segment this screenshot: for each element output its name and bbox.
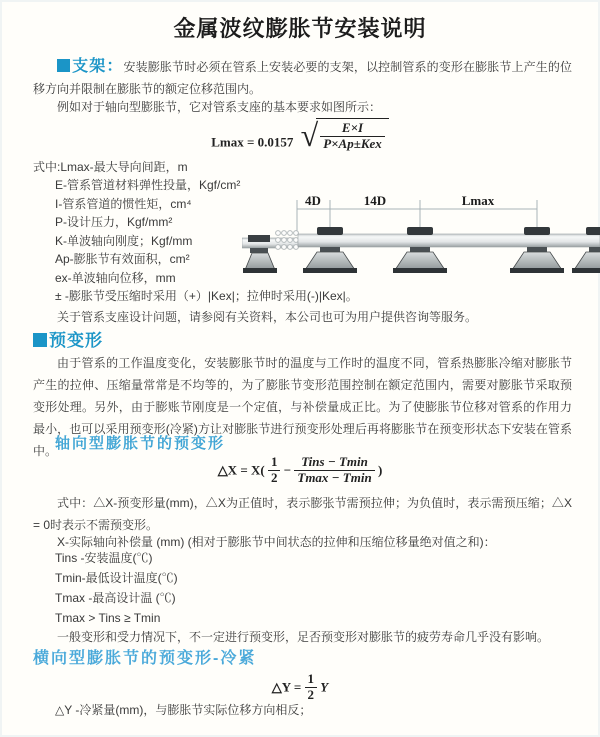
definition-item: P-设计压力，Kgf/mm²	[55, 215, 173, 229]
axial-formula-rparen: )	[377, 462, 383, 478]
axial-note: 一般变形和受力情况下，不一定进行预变形，足否预变形对膨胀节的疲劳寿命几乎没有影响。	[57, 630, 550, 644]
section-bullet-icon	[57, 59, 70, 72]
support-section-label	[57, 58, 124, 75]
definition-item: E-管系管道材料弹性投量，Kgf/cm²	[55, 178, 241, 192]
radical-sign-icon: √	[300, 116, 319, 153]
dimension-label-lmax: Lmax	[461, 193, 495, 208]
lateral-note: △Y -冷紧量(mm)，与膨胀节实际位移方向相反；	[55, 703, 312, 717]
axial-where-paragraph: 式中：△X-预变形量(mm)，△X为正值时，表示膨张节需预拉伸；为负值时，表示需预压缩；△X = 0时表示不需预变形。	[33, 496, 572, 532]
temp-item: Tmax > Tins ≥ Tmin	[55, 611, 161, 625]
dimension-label-14d: 14D	[363, 193, 387, 208]
support-paragraph	[33, 56, 572, 100]
axial-formula	[0, 455, 600, 486]
lateral-formula-lhs: △Y =	[271, 679, 302, 695]
section-bullet-icon	[33, 333, 47, 347]
definition-item: ex-单波轴向位移，mm	[55, 270, 176, 285]
definition-item: Ap-膨胀节有效面积，cm²	[55, 252, 190, 266]
lateral-frac-num: 1	[305, 672, 318, 688]
axial-frac1-num: 1	[268, 455, 281, 471]
dimension-label-4d: 4D	[305, 193, 321, 208]
axial-frac1-den: 2	[270, 469, 278, 485]
lateral-formula	[0, 672, 600, 703]
pipe-support-diagram	[242, 192, 600, 292]
lmax-formula-lhs: Lmax = 0.0157	[211, 134, 294, 150]
axial-formula-lhs: △X = X(	[217, 462, 265, 478]
formula-where-intro: 式中:Lmax-最大导向间距，m	[33, 160, 188, 174]
support-intro-text: 安装膨胀节时必须在管系上安装必要的支架，以控制管系的变形在膨胀节上产生的位移方向并限制在膨胀节的额定位移范围内。	[33, 60, 572, 96]
definition-item: K-单波轴向刚度；Kgf/mm	[55, 233, 193, 248]
temperature-definition-list	[55, 548, 178, 628]
lmax-formula-numerator: E×I	[320, 121, 385, 137]
axial-x-definition: X-实际轴向补偿量 (mm) (相对于膨胀节中间状态的拉伸和压缩位移量绝对值之和)：	[57, 535, 496, 549]
axial-frac2-num: Tins − Tmin	[294, 455, 374, 471]
lmax-formula	[0, 118, 600, 152]
temp-item: Tins -安装温度(℃)	[55, 551, 153, 565]
lmax-formula-denominator: P×Ap±Kex	[323, 135, 382, 151]
predeform-paragraph: 由于管系的工作温度变化，安装膨胀节时的温度与工作时的温度不同，管系热膨胀冷缩对膨胀节产生的拉伸、压缩量常常是不均等的，为了膨胀节变形范围控制在额定范围内，需要对膨胀节采取预变形处理。另外，由于膨账节刚度是一个定值，与补偿量成正比。为了使膨胀节位移对管系的作用力最小，也可以采用预变形(冷紧)方让对膨胀节进行预变形处理后再将膨胀节在预变形状态下安装在管系中。	[33, 356, 572, 458]
support-note: 关于管系支座设计问题，请参阅有关资料，本公司也可为用户提供咨询等服务。	[57, 310, 478, 324]
support-section-title: 支架：	[72, 58, 124, 75]
axial-subheading: 轴向型膨胀节的预变形	[55, 435, 226, 452]
lateral-formula-rhs: Y	[320, 679, 329, 695]
axial-formula-minus: −	[283, 462, 292, 478]
main-pipe	[298, 234, 600, 247]
definition-item: ± -膨胀节受压缩时采用（+）|Kex|；拉伸时采用(-)|Kex|。	[55, 289, 358, 303]
temp-item: Tmin-最低设计温度(℃)	[55, 571, 178, 585]
support-example-line: 例如对于轴向型膨胀节，它对管系支座的基本要求如图所示：	[57, 100, 382, 114]
page-title: 金属波纹膨胀节安装说明	[173, 16, 427, 41]
predeform-section-heading	[33, 326, 103, 351]
lateral-frac-den: 2	[307, 686, 315, 702]
lateral-subheading: 横向型膨胀节的预变形-冷紧	[33, 650, 257, 667]
definition-item: I-管系管道的惯性矩，cm⁴	[55, 196, 192, 211]
predeform-heading-text: 预变形	[49, 331, 103, 350]
axial-frac2-den: Tmax − Tmin	[297, 469, 372, 485]
temp-item: Tmax -最高设计温 (℃)	[55, 591, 176, 605]
sqrt-radical	[301, 118, 389, 152]
